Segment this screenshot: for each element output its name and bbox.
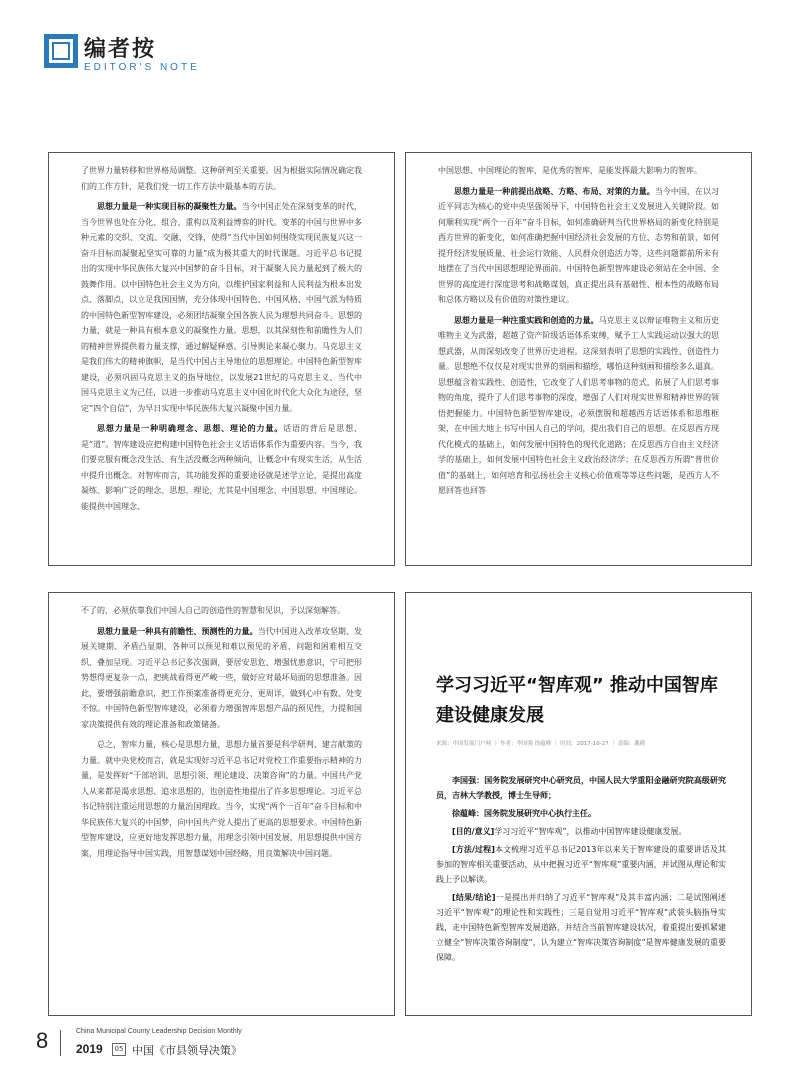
- paragraph-text: 中国思想、中国理论的智库，是优秀的智库，是能发挥最大影响力的智库。: [438, 166, 702, 175]
- paragraph: [438, 184, 719, 308]
- paragraph-lead: 思想力量是一种实现目标的凝聚性力量。: [97, 202, 242, 211]
- text-panel-2: [405, 152, 752, 566]
- paragraph-lead: [结果/结论]: [452, 893, 496, 902]
- paragraph: [436, 773, 726, 803]
- paragraph-text: 不了的，必须依靠我们中国人自己的创造性的智慧和见识，予以深刻解答。: [81, 606, 345, 615]
- paragraph-lead: 思想力量是一种注重实践和创造的力量。: [454, 315, 599, 325]
- issue-year: 2019: [76, 1042, 103, 1056]
- article-panel: [405, 592, 752, 1016]
- page-number: 8: [36, 1028, 49, 1053]
- paragraph: [81, 421, 362, 514]
- section-title: 编者按: [84, 36, 157, 62]
- paragraph: [438, 313, 719, 499]
- paragraph-text: 了世界力量转移和世界格局调整。这种研判至关重要。因为根据实际情况确定我们的工作方针，是我们党一切工作方法中最基本的方法。: [81, 166, 362, 191]
- paragraph-lead: [目的/意义]: [452, 827, 495, 836]
- paragraph-text: 总之，智库力量，核心是思想力量，思想力量首要是科学研判、建言献策的力量。就中央党校而言，就是实现好习近平总书记对党校工作重要指示精神的力量，是发挥好“干部培训、思想引领、理论建设、决策咨询”的力量。中国共产党人从来都是渴求思想、追求思想的，也创造性地提出了许多思想理论。习近平总书记特别注重运用思想的力量治国理政。当今，实现“两个一百年”奋斗目标和中华民族伟大复兴的中国梦，向中国共产党人提出了更高的思想要求。中国特色新型智库建设，应更好地发挥思想力量，用理念引领中国发展，用思想提供中国方案，用理论指导中国实践，用智慧谋划中国经略，用良策解决中国问题。: [81, 740, 362, 858]
- paragraph-lead: 徐蕴峰：国务院发展研究中心执行主任。: [452, 809, 596, 818]
- article-title: 学习习近平“智库观” 推动中国智库建设健康发展: [436, 675, 718, 726]
- paragraph-lead: [方法/过程]: [452, 845, 495, 854]
- paragraph-text: 本文梳理习近平总书记2013年以来关于智库建设的重要讲话及其参加的智库相关重要活动，从中把握习近平“智库观”重要内涵，并试图从理论和实践上予以解读。: [436, 845, 727, 884]
- page-header: [44, 30, 764, 76]
- page-footer: [36, 1024, 756, 1064]
- paragraph: [436, 842, 726, 887]
- text-panel-1: [48, 152, 395, 566]
- footer-divider: [60, 1030, 61, 1056]
- paragraph: [81, 163, 362, 194]
- paragraph: [81, 199, 362, 416]
- journal-name-cn: 中国《市县领导决策》: [132, 1044, 242, 1057]
- panel-1-body: [49, 153, 394, 514]
- issue-number: 05: [112, 1043, 126, 1056]
- paragraph-text: 当代中国进入改革攻坚期、发展关键期、矛盾凸显期，各种可以预见和难以预见的矛盾、问题和困难相互交织、叠加呈现。习近平总书记多次强调，要居安思危、增强忧患意识，宁可把形势想得更复杂一点，把挑战看得更严峻一些，做好应对最坏局面的思想准备。因此，要增强前瞻意识，把工作预案准备得更充分、更周详，做到心中有数、处变不惊。中国特色新型智库建设，必须着力增强智库思想产品的预见性，力提和国家决策提供有效的理论准备和政策储备。: [81, 626, 362, 729]
- paragraph-text: 当今中国，在以习近平同志为核心的党中央坚强领导下，中国特色社会主义发展进入关键阶段。如何顺利实现“两个一百年”奋斗目标，如何准确研判当代世界格局的新变化特别是西方世界的新变化，如何准确把握中国经济社会发展的方位、态势和前景，如何提升经济发展质量、社会运行效能、人民群众创造活力等，这些问题都前所未有地摆在了当代中国思想理论界面前。中国特色新型智库建设必须站在全中国、全世界的高度进行深度思考和战略谋划，真正提出具有基础性、根本性的战略布局和总体方略以及有价值的对策性建议。: [438, 186, 719, 304]
- paragraph: [81, 603, 362, 619]
- paragraph: [436, 890, 726, 965]
- text-panel-3: [48, 592, 395, 1016]
- paragraph-text: 学习习近平“智库观”，以推动中国智库建设健康发展。: [494, 827, 687, 836]
- paragraph-text: 话语的背后是思想、是“道”。智库建设应把构建中国特色社会主义话语体系作为重要内容。当今，我们要克服有概念没生活、有生活没概念两种倾向，让概念中有现实生活，从生活中提升出概念。对智库而言，其功能发挥的重要途径就是述学立论，是提出高度凝练、影响广泛的理念、思想、理论，尤其是中国理念、中国思想、中国理论。能提供中国理念、: [81, 424, 363, 511]
- paragraph-text: 一是提出并归纳了习近平“智库观”及其丰富内涵；二是试图阐述习近平“智库观”的理论性和实践性；三是自觉用习近平“智库观”武装头脑指导实践，走中国特色新型智库发展道路，并结合当前智库建设状况，着重提出要抓紧建立健全“智库决策咨询制度”，认为建立“智库决策咨询制度”是智库健康发展的重要保障。: [436, 893, 726, 962]
- paragraph: [81, 737, 362, 861]
- paragraph-lead: 思想力量是一种明确理念、思想、理论的力量。: [97, 424, 284, 433]
- article-abstract: [436, 773, 726, 968]
- panel-3-body: [49, 593, 394, 861]
- paragraph: [81, 624, 362, 733]
- paragraph-lead: 思想力量是一种具有前瞻性、预测性的力量。: [97, 626, 258, 636]
- paragraph: [438, 163, 719, 179]
- panel-2-body: [406, 153, 751, 499]
- paragraph: [436, 806, 726, 821]
- paragraph-text: 当今中国正处在深刻变革的时代，当今世界也处在分化、组合、重构以及利益博弈的时代。变革的中国与世界中多种元素的交织、交流、交融、交锋，使得“当代中国如何围绕实现民族复兴这一奋斗目标而凝聚起坚实可靠的力量”成为极其重大的时代课题。习近平总书记提出的实现中华民族伟大复兴中国梦的奋斗目标，对于凝聚人民力量起到了极大的鼓舞作用。以中国特色社会主义为方向，以维护国家利益和人民利益为根本出发点、落脚点，以立足我国国情，充分体现中国特色、中国风格、中国气派为特质的中国特色新型智库建设，必须团结凝聚全国各族人民为理想共同奋斗。思想的力量，就是一种具有根本意义的凝聚性力量。思想，以其深刻性和前瞻性为人们的精神世界提供着力量支撑，通过解疑释惑、引导舆论来凝心聚力。马克思主义是我们伟大的精神旗帜，是当代中国占主导地位的思想理论。中国特色新型智库建设，必须巩固马克思主义的指导地位，以发展21世纪的马克思主义、当代中国马克思主义为己任，以进一步推动马克思主义中国化时代化大众化为途径，坚定“四个自信”，为早日实现中华民族伟大复兴凝聚中国力量。: [81, 202, 362, 413]
- journal-name-en: China Municipal County Leadership Decision Monthly: [76, 1028, 242, 1035]
- section-subtitle: EDITOR'S NOTE: [84, 62, 200, 73]
- editor-note-logo-icon: [44, 34, 78, 68]
- paragraph: [436, 824, 726, 839]
- paragraph-lead: 李国强：国务院发展研究中心研究员，中国人民大学重阳金融研究院高级研究员，吉林大学教授，博士生导师；: [436, 776, 726, 800]
- article-meta: 来源：中国发展门户网 ｜ 作者：李国强 徐蕴峰 ｜ 时间：2017-10-27 ｜ 责编：戴鹤: [436, 741, 646, 747]
- paragraph-text: 马克思主义以辩证唯物主义和历史唯物主义为武器，超越了资产阶级话语体系束缚，赋予工人实践运动以强大的思想武器，从而深刻改变了世界历史进程。这深刻表明了思想的实践性、创造性力量。思想绝不仅仅是对现实世界的刻画和描绘，哪怕这种刻画和描绘多么逼真。思想蕴含着实践性、创造性，它改变了人们思考事物的范式，拓展了人们思考事物的角度，提升了人们思考事物的深度，增强了人们对现实世界和精神世界的领悟把握能力。中国特色新型智库建设，必须摆脱和超越西方话语体系和思维框架，在中国大地上书写中国人自己的学问，提出我们自己的思想。在反思西方现代化模式的基础上，如何发展中国特色的现代化道路；在反思西方自由主义经济学的基础上，如何发展中国特色社会主义政治经济学；在反思西方所谓“普世价值”的基础上，如何培育和弘扬社会主义核心价值观等等这些问题，是西方人不愿回答也回答: [438, 315, 719, 495]
- paragraph-lead: 思想力量是一种前提出战略、方略、布局、对策的力量。: [454, 186, 655, 196]
